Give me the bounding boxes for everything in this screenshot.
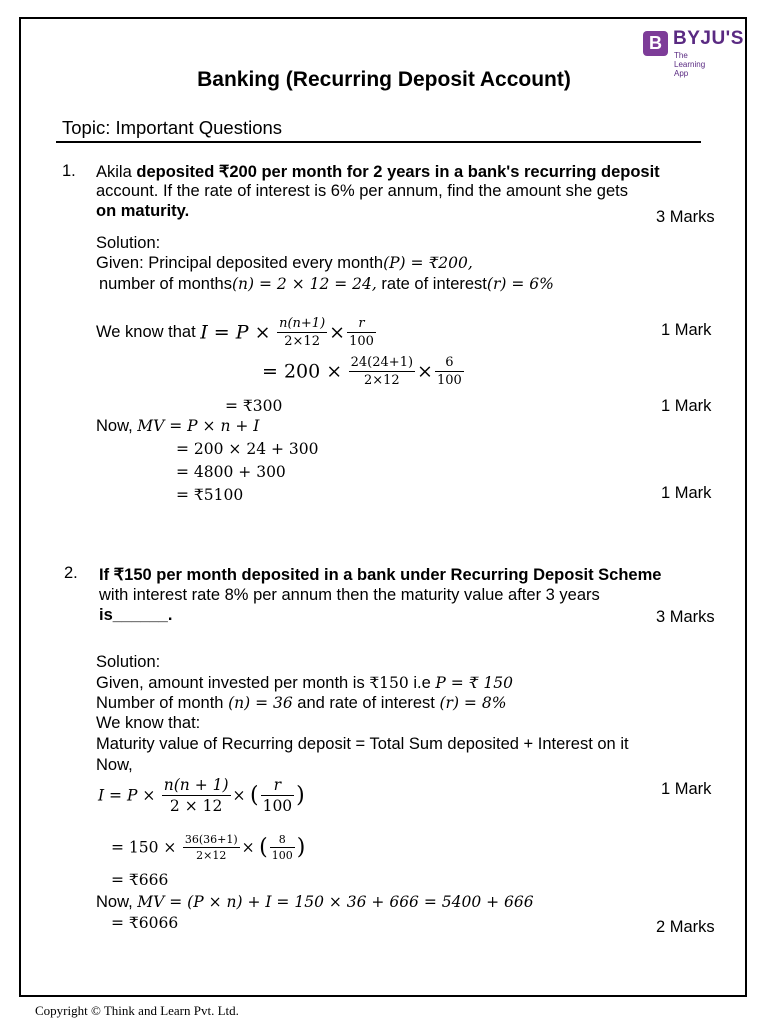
q2-step: = 150 × $\frac{36(36+1)}{2\times 12}$ × ( $\frac{8}{100}$ ) [111,833,306,862]
q1-mv-step2: = 4800 + 300 [176,463,286,481]
q2-mark-a: 1 Mark [661,780,712,798]
q2-line1: If ₹150 per month deposited in a bank under Recurring Deposit Scheme [99,566,662,584]
q2-mv: Now, MV = (P × n) + I = 150 × 36 + 666 = 5400 + 666 [96,893,534,911]
q2-given: Given, amount invested per month is ₹150 i.e P = ₹ 150 [96,674,514,692]
q2-fraction-3: $\frac{36(36+1)}{2\times 12}$ [184,833,238,862]
q1-mv: Now, MV = P × n + I [96,417,260,435]
logo-tagline: The Learning App [674,51,706,78]
q2-fraction-4: $\frac{8}{100}$ [271,833,293,862]
q1-fraction-4: $\frac{6}{100}$ [436,355,462,388]
topic-heading: Topic: Important Questions [62,117,283,138]
copyright-footer: Copyright © Think and Learn Pvt. Ltd. [35,1003,239,1018]
q2-know: We know that: [96,714,201,732]
q1-line2: account. If the rate of interest is 6% per annum, find the amount she gets [96,182,628,200]
q1-marks: 3 Marks [656,208,715,226]
q2-now: Now, [96,756,133,774]
q1-formula: We know that I = P × $\frac{n(n+1)}{2\times 12}$ × $\frac{r}{100}$ [96,316,374,349]
q1-result-i: = ₹300 [225,397,283,415]
q2-result-i: = ₹666 [111,871,169,889]
topic-underline [56,141,701,143]
q2-marks: 3 Marks [656,608,715,626]
q1-fraction-1: $\frac{n(n+1)}{2\times 12}$ [279,316,326,349]
q1-mark-c: 1 Mark [661,484,712,502]
q1-number: 1. [62,162,76,180]
q1-line1: Akila deposited ₹200 per month for 2 years in a bank's recurring deposit [96,163,660,181]
q2-mv-definition: Maturity value of Recurring deposit = Total Sum deposited + Interest on it [96,735,629,753]
q1-fraction-2: $\frac{r}{100}$ [349,316,374,349]
q1-fraction-3: $\frac{24(24+1)}{2\times 12}$ [350,355,414,388]
q1-mark-a: 1 Mark [661,321,712,339]
q1-mark-b: 1 Mark [661,397,712,415]
q2-number: 2. [64,564,78,582]
logo-name: BYJU'S [673,28,744,49]
q2-mark-b: 2 Marks [656,918,715,936]
page-title: Banking (Recurring Deposit Account) [197,68,571,91]
q1-mv-step3: = ₹5100 [176,486,244,504]
q1-months-rate: number of months(n) = 2 × 12 = 24, rate of interest(r) = 6% [99,275,554,293]
q1-solution-label: Solution: [96,234,161,252]
logo-icon: B [643,31,668,56]
q1-mv-step1: = 200 × 24 + 300 [176,440,319,458]
q1-step: = 200 × $\frac{24(24+1)}{2\times 12}$ × $\frac{6}{100}$ [262,355,462,388]
q1-given: Given: Principal deposited every month(P) = ₹200, [96,254,473,272]
q2-month-rate: Number of month (n) = 36 and rate of interest (r) = 8% [96,694,507,712]
q2-line3: is______. [99,606,173,624]
q2-solution-label: Solution: [96,653,161,671]
q1-line3: on maturity. [96,202,190,220]
q2-formula: I = P × $\frac{n(n + 1)}{2 \times 12}$ × ( $\frac{r}{100}$ ) [98,776,305,815]
q2-mv-result: = ₹6066 [111,914,179,932]
q2-line2: with interest rate 8% per annum then the maturity value after 3 years [99,586,600,604]
q2-fraction-2: $\frac{r}{100}$ [262,776,293,815]
q2-fraction-1: $\frac{n(n + 1)}{2 \times 12}$ [163,776,229,815]
